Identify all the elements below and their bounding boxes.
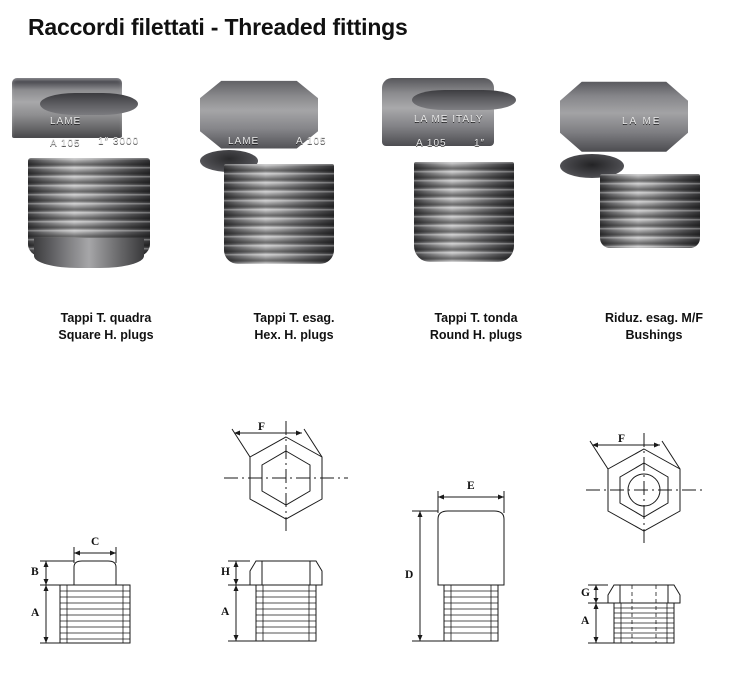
drawing-square-plug [12,395,200,680]
caption-english: Square H. plugs [58,328,154,342]
product-caption [200,310,388,344]
dimension-label-a: A [31,607,40,619]
plug-head-top-face [40,93,138,115]
product-photo-square-plug [12,78,200,388]
drawing-hex-plug [200,395,388,680]
plug-head-top-face [412,90,516,110]
caption-english: Hex. H. plugs [254,328,334,342]
dimension-label-h: H [221,566,230,578]
bushing-drawing-svg [560,395,748,680]
product-photo-bushing [560,78,748,388]
round-plug-drawing-svg [382,395,570,680]
caption-italian: Riduz. esag. M/F [605,311,703,325]
photo-stage [12,78,200,303]
dimension-label-a: A [581,615,590,627]
product-caption [560,310,748,344]
dimension-label-b: B [31,566,39,578]
thread-lines [224,164,334,264]
square-plug-drawing-svg [12,395,200,680]
product-caption [12,310,200,344]
engraving-size: 1″ 3000 [98,136,140,147]
engraving-brand: LAME [228,136,260,147]
engraving-material: A 105 [296,136,327,147]
engraving-brand: LA ME ITALY [414,114,484,125]
product-photo-hex-plug [200,78,388,388]
product-caption [382,310,570,344]
caption-english: Bushings [625,328,683,342]
dimension-label-d: D [405,569,414,581]
dimension-label-a: A [221,606,230,618]
caption-italian: Tappi T. tonda [434,311,518,325]
engraving-brand: LAME [50,116,82,127]
dimension-label-f: F [618,433,626,445]
engraving-material: A 105 [50,138,81,149]
engraving-brand: LA ME [622,116,662,127]
drawing-round-plug [382,395,570,680]
thread-lines [600,174,700,248]
drawing-bushing [560,395,748,680]
photo-stage [560,78,748,303]
product-photo-row [0,78,755,388]
photo-stage [200,78,388,303]
plug-taper-end [34,238,144,268]
photo-stage [382,78,570,303]
hex-plug-drawing-svg [200,395,388,680]
engraving-size: 1″ [474,138,486,149]
dimension-label-g: G [581,587,590,599]
engraving-material: A 105 [416,138,447,149]
dimension-label-f: F [258,421,266,433]
caption-italian: Tappi T. quadra [60,311,152,325]
product-photo-round-plug [382,78,570,388]
dimension-label-c: C [91,536,100,548]
dimension-label-e: E [467,480,475,492]
thread-lines [414,162,514,262]
caption-italian: Tappi T. esag. [253,311,335,325]
plug-round-head [382,78,494,146]
caption-english: Round H. plugs [429,328,523,342]
technical-drawing-row [0,395,755,680]
page-title: Raccordi filettati - Threaded fittings [28,14,408,40]
